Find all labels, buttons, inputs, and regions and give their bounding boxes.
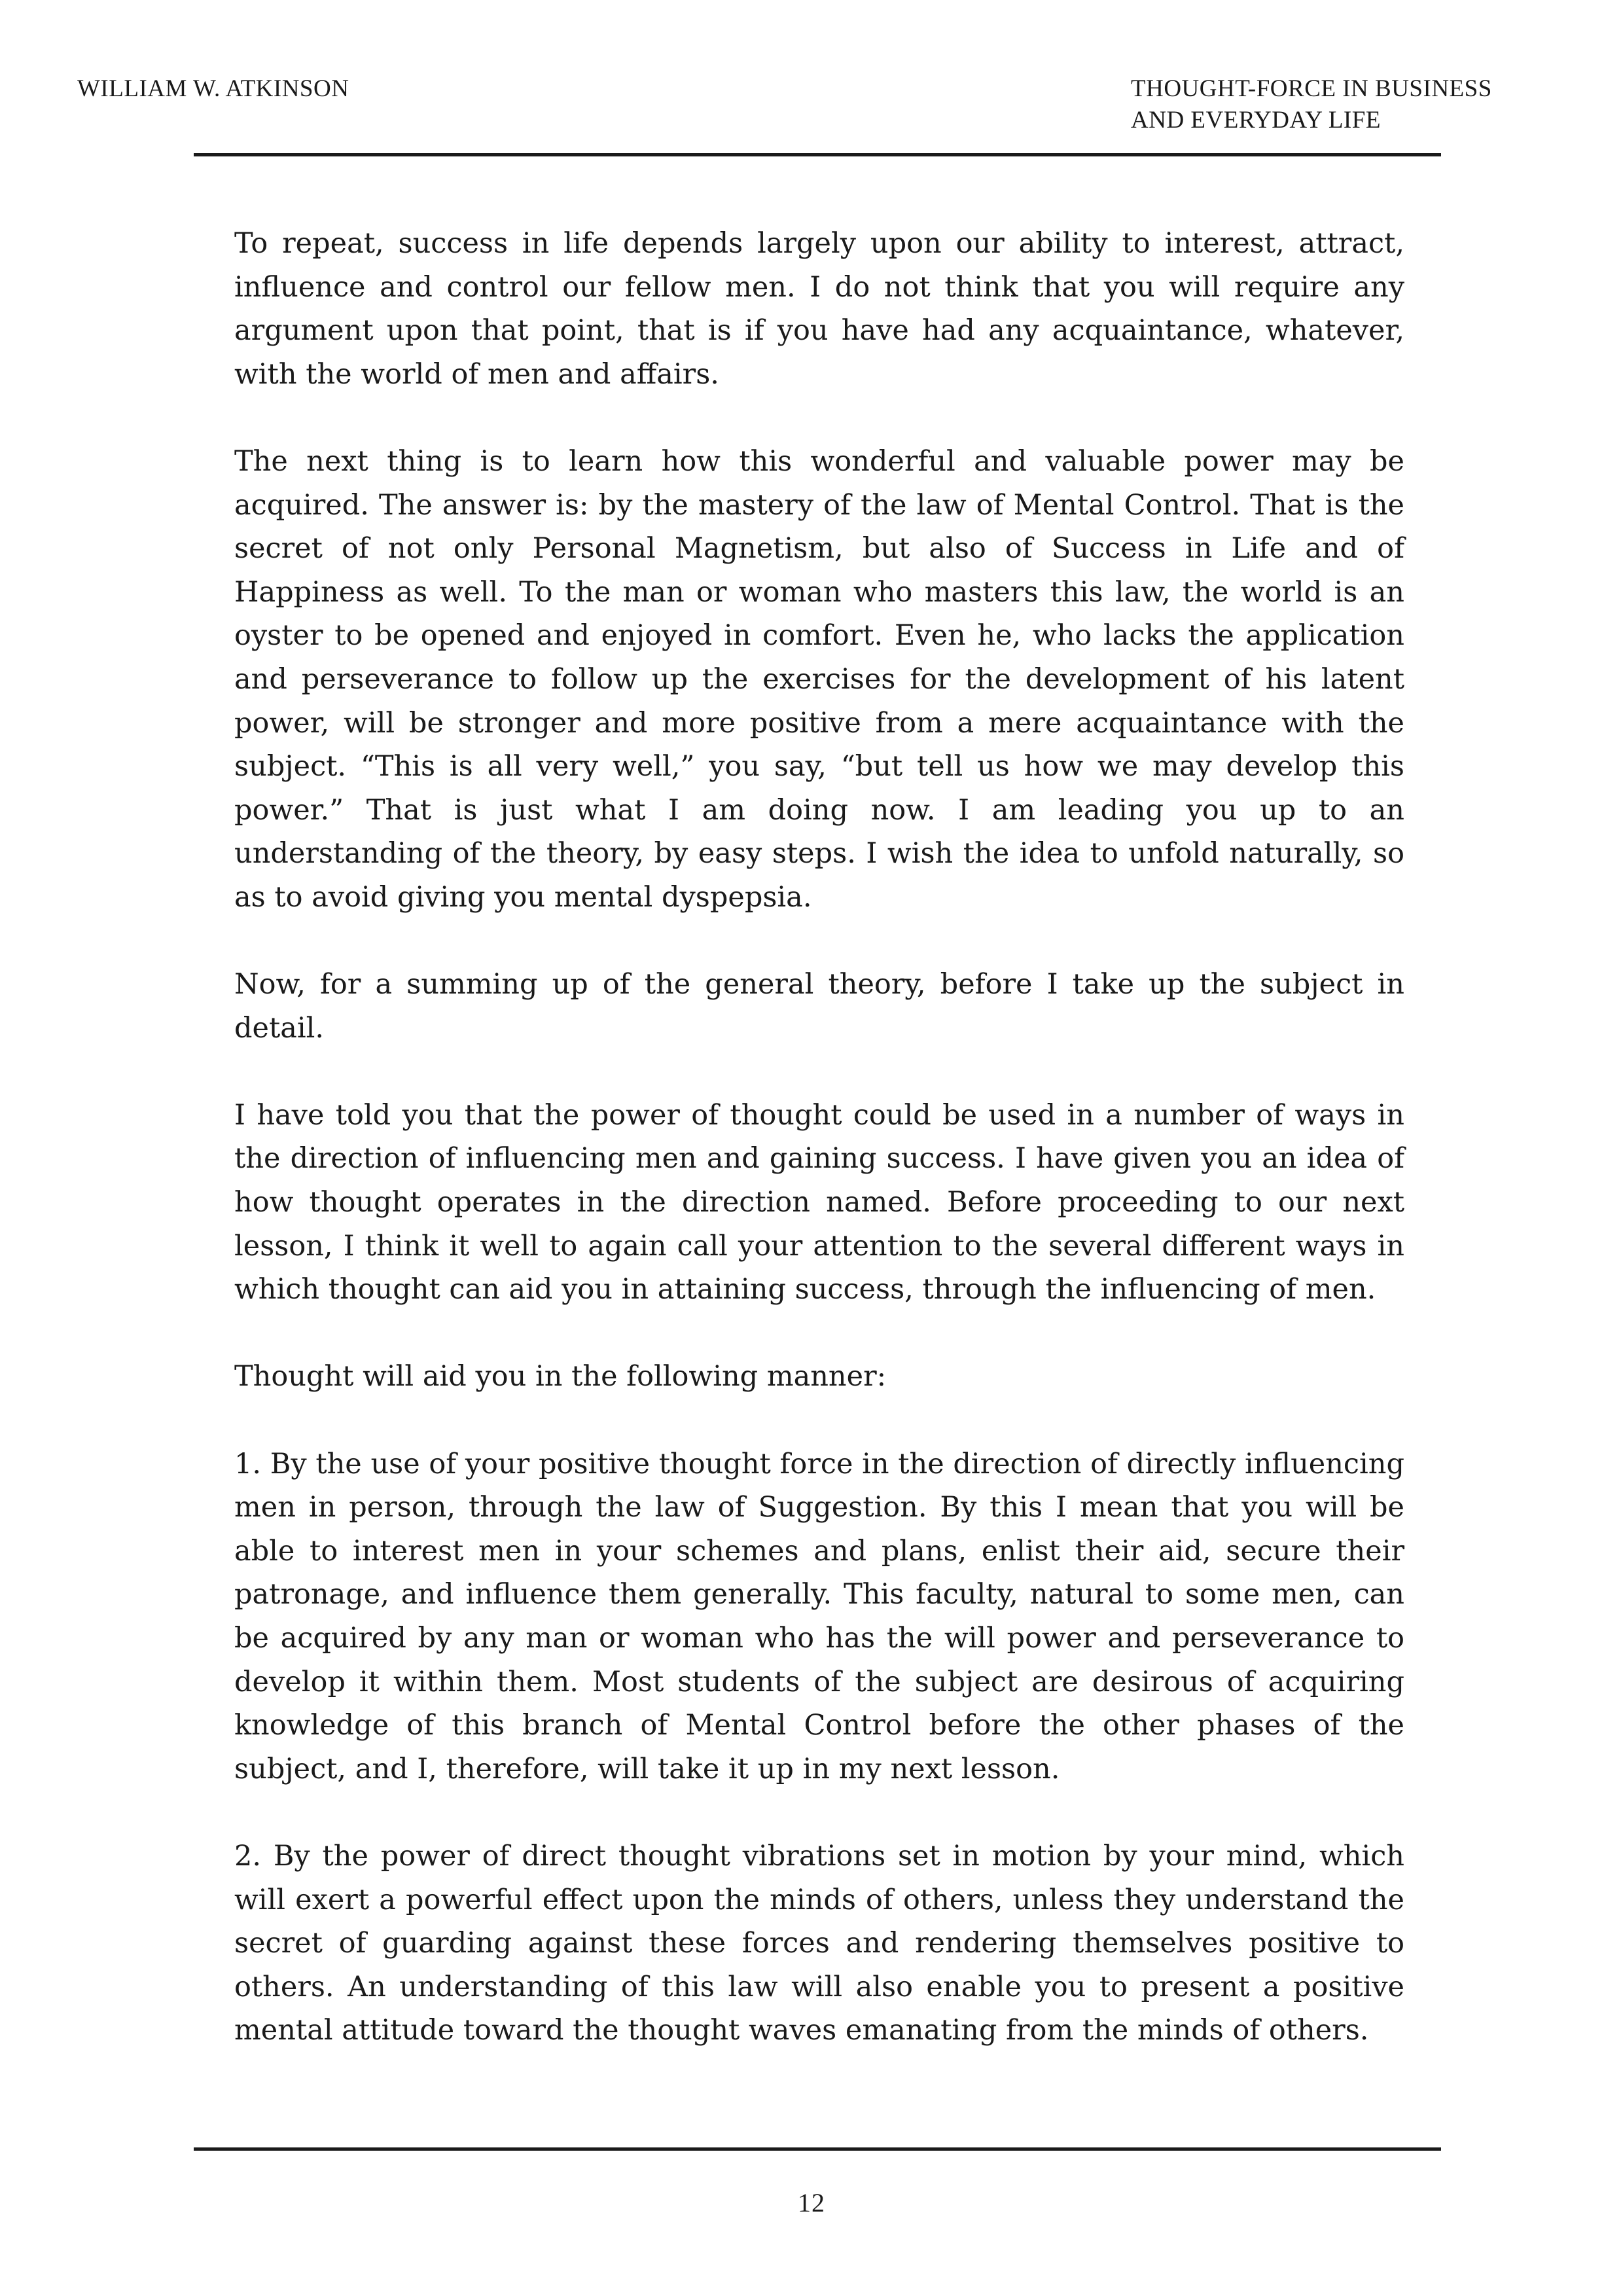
running-header-title-line-2: AND EVERYDAY LIFE [1131, 107, 1381, 134]
numbered-paragraph-1: 1. By the use of your positive thought force in the direction of directly influencing men in person, through the law of Suggestion. By this I mean that you will be able to interest men in your schemes and plans, enlist their aid, secure their patronage, and influence them generally. This faculty, natural to some men, can be acquired by any man or woman who has the will power and perseverance to develop it within them. Most students of the subject are desirous of acquiring knowledge of this branch of Mental Control before the other phases of the subject, and I, therefore, will take it up in my next lesson. [234, 1447, 1404, 1785]
running-header-title-line-1: THOUGHT-FORCE IN BUSINESS [1131, 75, 1492, 102]
paragraph: To repeat, success in life depends largely upon our ability to interest, attract, influence and control our fellow men. I do not think that you will require any argument upon that point, that is if you have had any acquaintance, whatever, with the world of men and affairs. [234, 227, 1404, 391]
header-divider [194, 153, 1441, 156]
paragraph: Now, for a summing up of the general theory, before I take up the subject in detail. [234, 968, 1404, 1045]
running-header-author: WILLIAM W. ATKINSON [77, 75, 349, 102]
footer-divider [194, 2147, 1441, 2151]
running-header-title [1131, 73, 1492, 136]
numbered-paragraph-2: 2. By the power of direct thought vibrations set in motion by your mind, which will exert a powerful effect upon the minds of others, unless they understand the secret of guarding against these forces and rendering themselves positive to others. An understanding of this law will also enable you to present a positive mental attitude toward the thought waves emanating from the minds of others. [234, 1839, 1404, 2047]
page-number: 12 [798, 2188, 825, 2217]
paragraph: I have told you that the power of thought could be used in a number of ways in the direction of influencing men and gaining success. I have given you an idea of how thought operates in the direction named. Before proceeding to our next lesson, I think it well to again call your attention to the several different ways in which thought can aid you in attaining success, through the influencing of men. [234, 1098, 1404, 1306]
page-body [234, 222, 1404, 2053]
paragraph: Thought will aid you in the following manner: [234, 1360, 887, 1393]
paragraph: The next thing is to learn how this wonderful and valuable power may be acquired. The answer is: by the mastery of the law of Mental Control. That is the secret of not only Personal Magnetism, but also of Success in Life and of Happiness as well. To the man or woman who masters this law, the world is an oyster to be opened and enjoyed in comfort. Even he, who lacks the application and perseverance to follow up the exercises for the development of his latent power, will be stronger and more positive from a mere acquaintance with the subject. “This is all very well,” you say, “but tell us how we may develop this power.” That is just what I am doing now. I am leading you up to an understanding of the theory, by easy steps. I wish the idea to unfold naturally, so as to avoid giving you mental dyspepsia. [234, 444, 1404, 914]
